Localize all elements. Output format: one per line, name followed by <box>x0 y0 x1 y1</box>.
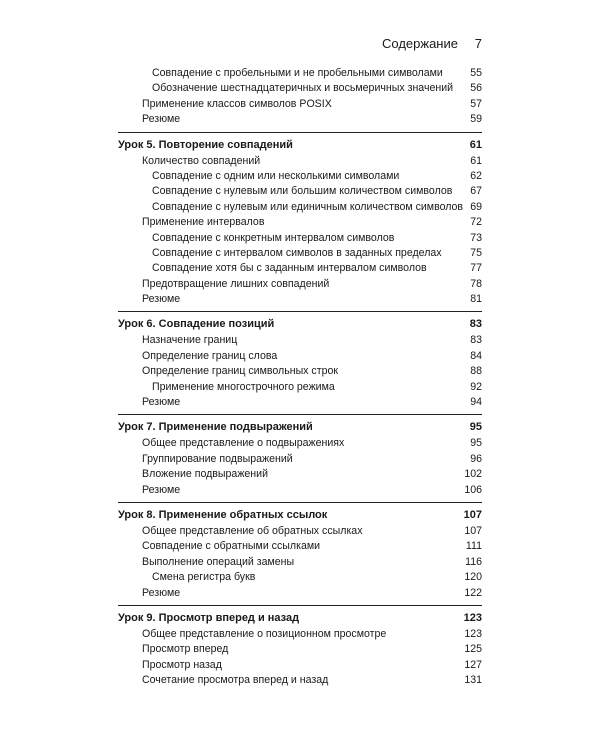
toc-entry-title: Сочетание просмотра вперед и назад <box>142 674 329 687</box>
toc-entry-page: 73 <box>470 231 482 244</box>
toc-entry-page: 78 <box>470 277 482 290</box>
toc-entry-title: Совпадение с конкретным интервалом символов <box>152 231 395 244</box>
toc-entry-page: 123 <box>463 611 482 624</box>
toc-entry-title: Совпадение с интервалом символов в заданных пределах <box>152 246 442 259</box>
toc-entry-title: Урок 7. Применение подвыражений <box>118 421 313 434</box>
toc-entry <box>118 586 482 601</box>
toc-entry-title: Урок 6. Совпадение позиций <box>118 318 275 331</box>
toc-entry <box>118 627 482 642</box>
toc-chapter-entry <box>118 419 482 436</box>
toc-entry <box>118 658 482 673</box>
toc-entry-title: Выполнение операций замены <box>142 555 295 568</box>
toc-entry-title: Назначение границ <box>142 334 238 347</box>
toc-entry-title: Смена регистра букв <box>152 571 256 584</box>
running-head-title: Содержание <box>382 36 458 51</box>
toc-entry-page: 69 <box>470 200 482 213</box>
toc-entry-title: Урок 8. Применение обратных ссылок <box>118 508 328 521</box>
toc-entry-title: Общее представление о позиционном просмотре <box>142 627 387 640</box>
toc-entry-page: 92 <box>470 380 482 393</box>
toc-entry-page: 125 <box>464 643 482 656</box>
toc-entry-title: Совпадение с одним или несколькими символами <box>152 169 400 182</box>
toc-entry <box>118 169 482 184</box>
toc-entry-page: 83 <box>470 334 482 347</box>
toc-entry-title: Определение границ символьных строк <box>142 365 338 378</box>
toc-entry <box>118 215 482 230</box>
toc-entry-title: Применение многострочного режима <box>152 380 335 393</box>
toc-entry-page: 123 <box>464 627 482 640</box>
toc-entry-title: Резюме <box>142 483 181 496</box>
toc-entry-page: 122 <box>464 586 482 599</box>
toc-entry-title: Урок 9. Просмотр вперед и назад <box>118 611 300 624</box>
toc-entry-title: Обозначение шестнадцатеричных и восьмеричных значений <box>152 82 454 95</box>
toc-entry-title: Общее представление об обратных ссылках <box>142 524 363 537</box>
toc-entry-page: 107 <box>464 524 482 537</box>
toc-entry <box>118 246 482 261</box>
toc-entry <box>118 483 482 498</box>
toc-entry <box>118 436 482 451</box>
toc-entry-page: 75 <box>470 246 482 259</box>
toc-entry-title: Совпадение с обратными ссылками <box>142 540 321 553</box>
toc-entry <box>118 395 482 410</box>
toc-entry-page: 116 <box>465 555 482 568</box>
toc-entry <box>118 380 482 395</box>
toc-entry-title: Группирование подвыражений <box>142 452 293 465</box>
toc-entry-title: Совпадение с нулевым или большим количеством символов <box>152 185 453 198</box>
toc-chapter-entry <box>118 610 482 627</box>
toc-entry-title: Совпадение с нулевым или единичным количеством символов <box>152 200 464 213</box>
toc-entry <box>118 642 482 657</box>
page-header <box>0 36 600 56</box>
toc-entry <box>118 200 482 215</box>
toc-entry <box>118 333 482 348</box>
toc-entry <box>118 364 482 379</box>
toc-entry-page: 83 <box>469 318 482 331</box>
toc-entry-title: Просмотр вперед <box>142 643 229 656</box>
toc-entry-page: 95 <box>470 437 482 450</box>
toc-entry-title: Резюме <box>142 586 181 599</box>
toc-entry <box>118 452 482 467</box>
toc-entry <box>118 261 482 276</box>
toc-entry-page: 61 <box>469 138 482 151</box>
toc-entry <box>118 112 482 127</box>
toc-entry-title: Применение классов символов POSIX <box>142 97 332 110</box>
toc-entry <box>118 524 482 539</box>
toc-chapter-entry <box>118 507 482 524</box>
toc-entry <box>118 66 482 81</box>
toc-entry <box>118 154 482 169</box>
page-number: 7 <box>474 36 482 51</box>
toc-entry-page: 94 <box>470 396 482 409</box>
toc-entry-page: 67 <box>470 185 482 198</box>
toc-entry-page: 59 <box>470 113 482 126</box>
toc-entry-page: 72 <box>470 216 482 229</box>
table-of-contents <box>118 66 482 689</box>
toc-entry <box>118 277 482 292</box>
toc-entry <box>118 673 482 688</box>
toc-entry-page: 106 <box>464 483 482 496</box>
toc-entry-page: 111 <box>465 540 482 553</box>
toc-entry-page: 96 <box>470 452 482 465</box>
toc-entry-page: 61 <box>470 154 482 167</box>
toc-entry <box>118 184 482 199</box>
toc-entry-page: 81 <box>470 293 482 306</box>
toc-entry-title: Применение интервалов <box>142 216 265 229</box>
toc-entry-title: Резюме <box>142 293 181 306</box>
toc-entry-page: 127 <box>464 658 482 671</box>
toc-entry-title: Количество совпадений <box>142 154 261 167</box>
toc-entry <box>118 539 482 554</box>
toc-entry-title: Вложение подвыражений <box>142 468 268 481</box>
toc-entry <box>118 467 482 482</box>
toc-entry-page: 131 <box>464 674 482 687</box>
toc-chapter-entry <box>118 137 482 154</box>
toc-entry-page: 102 <box>464 468 482 481</box>
toc-entry <box>118 570 482 585</box>
toc-entry-page: 88 <box>470 365 482 378</box>
toc-entry <box>118 349 482 364</box>
toc-entry-page: 77 <box>470 262 482 275</box>
toc-entry-page: 57 <box>470 97 482 110</box>
toc-entry-title: Резюме <box>142 396 181 409</box>
toc-entry-page: 56 <box>470 82 482 95</box>
toc-chapter-entry <box>118 316 482 333</box>
toc-entry-title: Общее представление о подвыражениях <box>142 437 345 450</box>
toc-entry <box>118 292 482 307</box>
toc-entry <box>118 81 482 96</box>
toc-entry-title: Резюме <box>142 113 181 126</box>
toc-entry-title: Предотвращение лишних совпадений <box>142 277 330 290</box>
toc-entry <box>118 555 482 570</box>
toc-entry-title: Совпадение хотя бы с заданным интервалом символов <box>152 262 427 275</box>
toc-entry-page: 55 <box>470 67 482 79</box>
toc-entry-page: 120 <box>464 571 482 584</box>
toc-entry-title: Урок 5. Повторение совпадений <box>118 138 293 151</box>
toc-entry <box>118 97 482 112</box>
toc-entry-page: 84 <box>470 349 482 362</box>
toc-entry-page: 62 <box>470 169 482 182</box>
toc-entry <box>118 231 482 246</box>
toc-entry-title: Определение границ слова <box>142 349 278 362</box>
toc-entry-title: Просмотр назад <box>142 658 222 671</box>
toc-entry-page: 95 <box>469 421 482 434</box>
toc-entry-title: Совпадение с пробельными и не пробельными символами <box>152 67 443 79</box>
toc-entry-page: 107 <box>463 508 482 521</box>
